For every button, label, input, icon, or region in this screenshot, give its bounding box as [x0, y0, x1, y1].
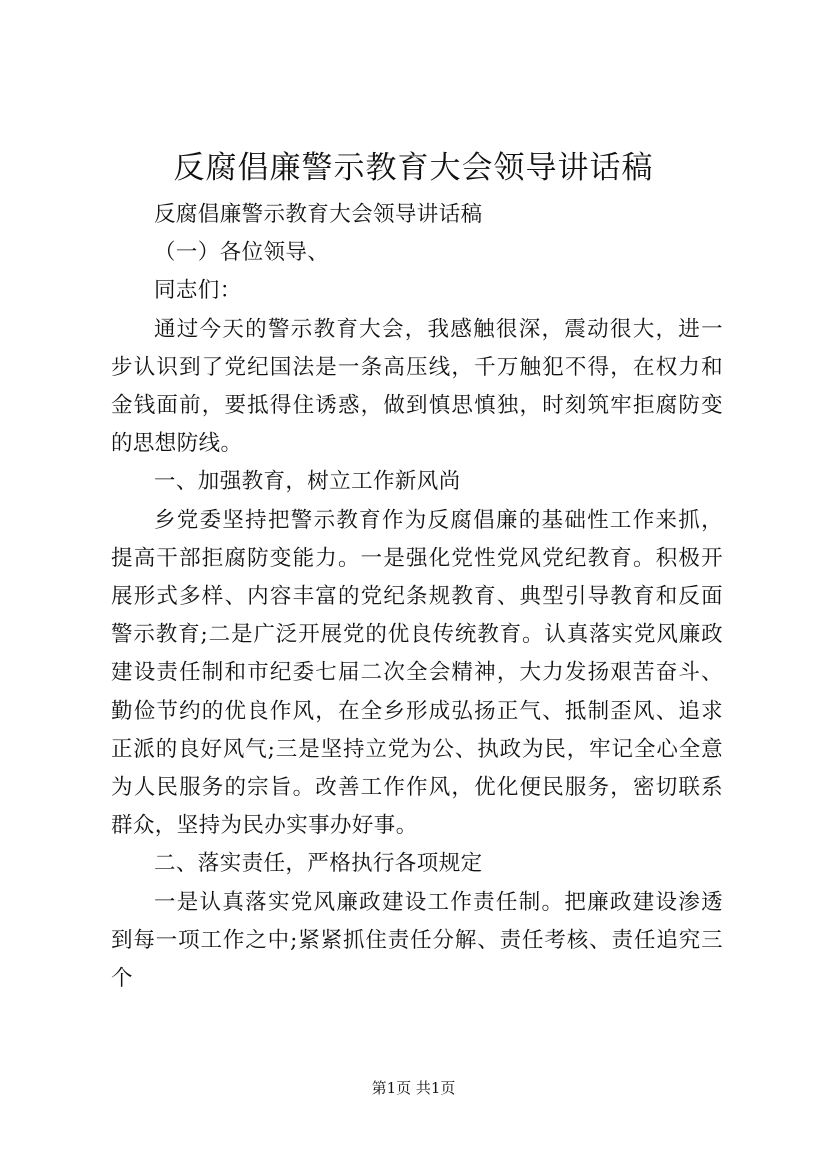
- body-paragraph: 乡党委坚持把警示教育作为反腐倡廉的基础性工作来抓，提高干部拒腐防变能力。一是强化党性党风党纪教育。积极开展形式多样、内容丰富的党纪条规教育、典型引导教育和反面警示教育;二是广泛开展党的优良传统教育。认真落实党风廉政建设责任制和市纪委七届二次全会精神，大力发扬艰苦奋斗、勤俭节约的优良作风，在全乡形成弘扬正气、抵制歪风、追求正派的良好风气;三是坚持立党为公、执政为民，牢记全心全意为人民服务的宗旨。改善工作作风，优化便民服务，密切联系群众，坚持为民办实事办好事。: [111, 507, 723, 839]
- body-paragraph: 反腐倡廉警示教育大会领导讲话稿: [154, 202, 483, 227]
- body-paragraph: （一）各位领导、: [154, 240, 330, 266]
- section-heading: 二、落实责任，严格执行各项规定: [154, 851, 483, 877]
- section-heading: 一、加强教育，树立工作新风尚: [154, 469, 461, 495]
- document-body: [111, 196, 723, 998]
- page-footer: 第1页 共1页: [371, 1079, 456, 1097]
- document-title: 反腐倡廉警示教育大会领导讲话稿: [173, 150, 654, 186]
- body-paragraph: 一是认真落实党风廉政建设工作责任制。把廉政建设渗透到每一项工作之中;紧紧抓住责任分解、责任考核、责任追究三个: [111, 889, 723, 992]
- body-paragraph: 同志们：: [154, 278, 242, 304]
- body-paragraph: 通过今天的警示教育大会，我感触很深，震动很大，进一步认识到了党纪国法是一条高压线，千万触犯不得，在权力和金钱面前，要抵得住诱惑，做到慎思慎独，时刻筑牢拒腐防变的思想防线。: [111, 316, 723, 457]
